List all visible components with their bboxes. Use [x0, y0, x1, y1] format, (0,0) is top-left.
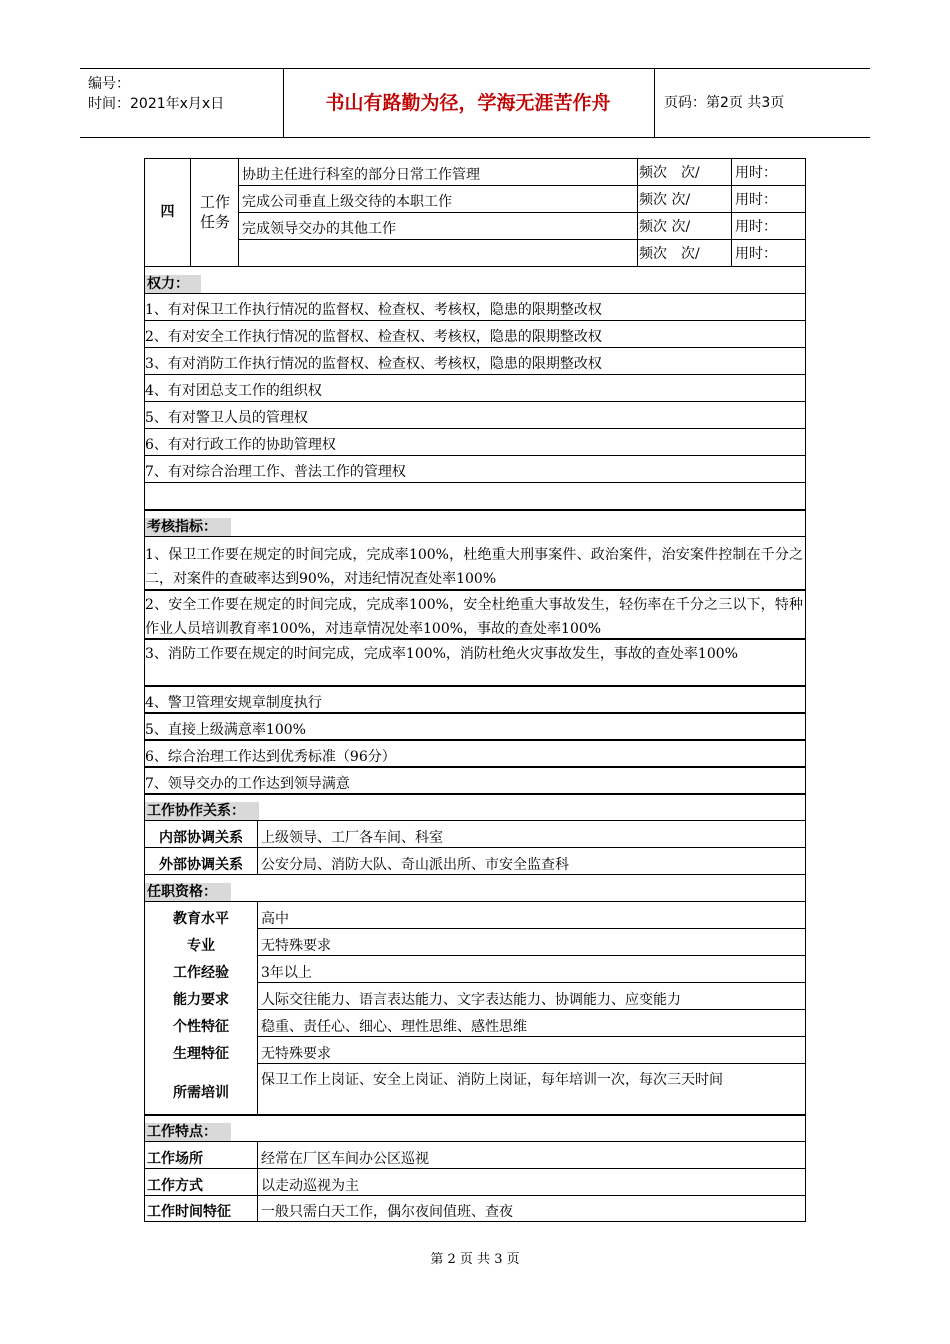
authority-item: 4、有对团总支工作的组织权 — [145, 383, 322, 399]
assessment-item: 5、直接上级满意率100% — [145, 722, 306, 738]
page-footer: 第 2 页 共 3 页 — [430, 1252, 520, 1267]
grid-line — [145, 1195, 805, 1196]
grid-line — [190, 159, 191, 266]
task-frequency: 频次 次/ — [639, 165, 700, 181]
header-meta — [80, 69, 283, 137]
authority-item: 7、有对综合治理工作、普法工作的管理权 — [145, 464, 406, 480]
grid-line — [257, 1009, 805, 1010]
coordination-value: 上级领导、工厂各车间、科室 — [261, 830, 443, 846]
task-section-number: 四 — [160, 204, 175, 220]
grid-line — [145, 482, 805, 483]
qualification-label: 生理特征 — [173, 1046, 229, 1062]
document-time-label: 时间：2021年x月x日 — [88, 96, 225, 112]
coordination-label: 内部协调关系 — [159, 830, 243, 846]
qualification-label: 个性特征 — [173, 1019, 229, 1035]
coordination-label: 外部协调关系 — [159, 857, 243, 873]
grid-line — [145, 1141, 805, 1142]
job-description-table — [144, 158, 806, 1222]
authority-item: 2、有对安全工作执行情况的监督权、检查权、考核权，隐患的限期整改权 — [145, 329, 602, 345]
assessment-item: 4、警卫管理安规章制度执行 — [145, 695, 322, 711]
grid-line — [257, 928, 805, 929]
task-frequency: 频次 次/ — [639, 246, 700, 262]
grid-line — [145, 1168, 805, 1169]
grid-line — [145, 374, 805, 375]
feature-label: 工作方式 — [147, 1178, 203, 1194]
feature-label: 工作时间特征 — [147, 1204, 231, 1220]
feature-value: 以走动巡视为主 — [261, 1178, 359, 1194]
grid-line — [145, 685, 805, 687]
feature-value: 一般只需白天工作，偶尔夜间值班、查夜 — [261, 1204, 513, 1220]
authority-item: 6、有对行政工作的协助管理权 — [145, 437, 336, 453]
grid-line — [257, 1036, 805, 1037]
grid-line — [145, 589, 805, 591]
grid-line — [145, 509, 805, 511]
task-duration: 用时： — [735, 165, 777, 181]
grid-line — [145, 874, 805, 875]
grid-line — [145, 293, 805, 294]
grid-line — [145, 712, 805, 714]
qualification-value: 无特殊要求 — [261, 1046, 331, 1062]
assessment-item: 1、保卫工作要在规定的时间完成，完成率100%，杜绝重大刑事案件、政治案件，治安案件控制在千分之二，对案件的查破率达到90%，对违纪情况查处率100% — [145, 547, 803, 587]
grid-line — [145, 901, 805, 902]
assessment-item: 6、综合治理工作达到优秀标准（96分） — [145, 749, 396, 765]
qualification-label: 能力要求 — [173, 992, 229, 1008]
grid-line — [145, 847, 805, 848]
grid-line — [257, 1141, 258, 1221]
task-description: 完成公司垂直上级交待的本职工作 — [242, 194, 452, 210]
qualification-value: 保卫工作上岗证、安全上岗证、消防上岗证，每年培训一次，每次三天时间 — [261, 1072, 723, 1088]
grid-line — [145, 428, 805, 429]
grid-line — [145, 266, 805, 267]
grid-line — [145, 401, 805, 402]
grid-line — [145, 536, 805, 537]
task-duration: 用时： — [735, 246, 777, 262]
task-frequency: 频次 次/ — [639, 192, 691, 208]
authority-item: 1、有对保卫工作执行情况的监督权、检查权、考核权，隐患的限期整改权 — [145, 302, 602, 318]
grid-line — [238, 239, 805, 240]
assessment-item: 3、消防工作要在规定的时间完成，完成率100%，消防杜绝火灾事故发生，事故的查处率100% — [145, 646, 738, 662]
grid-line — [145, 820, 805, 821]
grid-line — [257, 955, 805, 956]
grid-line — [257, 901, 258, 1114]
grid-line — [145, 638, 805, 640]
qualification-label: 所需培训 — [173, 1085, 229, 1101]
authority-section-title: 权力： — [145, 275, 201, 293]
grid-line — [257, 1063, 805, 1064]
features-section-title: 工作特点： — [145, 1123, 231, 1141]
qualification-value: 无特殊要求 — [261, 938, 331, 954]
assessment-section-title: 考核指标： — [145, 518, 231, 536]
qualification-value: 人际交往能力、语言表达能力、文字表达能力、协调能力、应变能力 — [261, 992, 681, 1008]
grid-line — [145, 320, 805, 321]
document-number-label: 编号： — [88, 76, 130, 92]
grid-line — [145, 455, 805, 456]
task-duration: 用时： — [735, 192, 777, 208]
qualification-section-title: 任职资格： — [145, 883, 231, 901]
task-frequency: 频次 次/ — [639, 219, 691, 235]
grid-line — [257, 982, 805, 983]
task-section-label: 任务 — [199, 213, 230, 231]
authority-item: 3、有对消防工作执行情况的监督权、检查权、考核权，隐患的限期整改权 — [145, 356, 602, 372]
grid-line — [145, 1114, 805, 1116]
assessment-item: 2、安全工作要在规定的时间完成，完成率100%，安全杜绝重大事故发生，轻伤率在千分之三以下，特种作业人员培训教育率100%，对违章情况处率100%，事故的查处率100% — [145, 597, 803, 637]
task-section-label: 工作 — [199, 193, 230, 211]
header-page-number: 页码：第2页 共3页 — [664, 95, 785, 111]
task-description: 协助主任进行科室的部分日常工作管理 — [242, 167, 480, 183]
grid-line — [145, 739, 805, 741]
grid-line — [145, 347, 805, 348]
task-description: 完成领导交办的其他工作 — [242, 221, 396, 237]
qualification-value: 稳重、责任心、细心、理性思维、感性思维 — [261, 1019, 527, 1035]
document-header — [80, 68, 870, 138]
coordination-section-title: 工作协作关系： — [145, 802, 259, 820]
coordination-value: 公安分局、消防大队、奇山派出所、市安全监查科 — [261, 857, 569, 873]
qualification-value: 高中 — [261, 911, 289, 927]
feature-value: 经常在厂区车间办公区巡视 — [261, 1151, 429, 1167]
qualification-label: 工作经验 — [173, 965, 229, 981]
header-motto: 书山有路勤为径，学海无涯苦作舟 — [325, 92, 611, 114]
grid-line — [238, 185, 805, 186]
feature-label: 工作场所 — [147, 1151, 203, 1167]
assessment-item: 7、领导交办的工作达到领导满意 — [145, 776, 350, 792]
authority-item: 5、有对警卫人员的管理权 — [145, 410, 308, 426]
grid-line — [238, 212, 805, 213]
qualification-label: 专业 — [187, 938, 215, 954]
grid-line — [145, 793, 805, 795]
grid-line — [145, 766, 805, 768]
qualification-value: 3年以上 — [261, 965, 312, 981]
header-divider — [654, 69, 655, 137]
qualification-label: 教育水平 — [173, 911, 229, 927]
task-duration: 用时： — [735, 219, 777, 235]
